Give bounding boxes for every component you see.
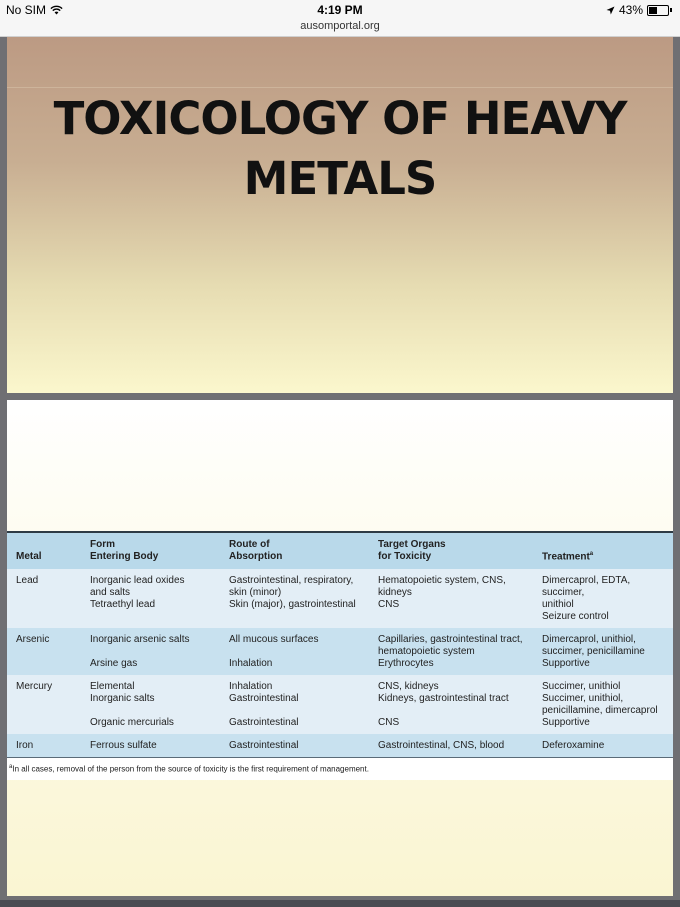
cell-line: Gastrointestinal bbox=[229, 693, 299, 704]
cell-target bbox=[369, 734, 533, 758]
slide-title bbox=[7, 89, 673, 209]
cell-line: Gastrointestinal bbox=[229, 717, 299, 728]
table-footnote bbox=[7, 758, 673, 780]
cell-line: Deferoxamine bbox=[542, 740, 605, 751]
header-treatment-label: Treatment bbox=[542, 551, 590, 562]
cell-line: CNS bbox=[378, 599, 400, 610]
cell-line: Supportive bbox=[542, 658, 590, 669]
cell-target bbox=[369, 569, 533, 628]
cell-line: succimer, penicillamine bbox=[542, 646, 645, 657]
cell-line: Seizure control bbox=[542, 611, 609, 622]
location-arrow-icon bbox=[606, 6, 615, 15]
cell-line: Kidneys, gastrointestinal tract bbox=[378, 693, 509, 704]
cell-line: Inhalation bbox=[229, 658, 273, 669]
cell-target bbox=[369, 628, 533, 675]
url-text[interactable]: ausomportal.org bbox=[300, 20, 380, 32]
title-line-2: METALS bbox=[243, 152, 437, 205]
cell-line: Inorganic arsenic salts bbox=[90, 634, 190, 645]
table-header-row bbox=[7, 532, 673, 569]
title-slide bbox=[7, 37, 673, 393]
cell-line: Hematopoietic system, CNS, bbox=[378, 575, 506, 586]
metal-name: Mercury bbox=[16, 681, 53, 692]
cell-metal bbox=[7, 675, 81, 734]
cell-spacer bbox=[378, 705, 530, 717]
cell-line: Inorganic lead oxides bbox=[90, 575, 185, 586]
cell-treatment bbox=[533, 628, 673, 675]
cell-form bbox=[81, 569, 220, 628]
metal-name: Arsenic bbox=[16, 634, 50, 645]
cell-metal bbox=[7, 734, 81, 758]
cell-route bbox=[220, 628, 369, 675]
metal-name: Lead bbox=[16, 575, 39, 586]
cell-line: Skin (major), gastrointestinal bbox=[229, 599, 356, 610]
cell-line: Ferrous sulfate bbox=[90, 740, 157, 751]
header-form-line: Form bbox=[90, 539, 115, 550]
table-row bbox=[7, 675, 673, 734]
cell-line: kidneys bbox=[378, 587, 412, 598]
status-right bbox=[606, 3, 672, 17]
header-target-line: for Toxicity bbox=[378, 551, 432, 562]
cell-route bbox=[220, 569, 369, 628]
cell-line: unithiol bbox=[542, 599, 574, 610]
cell-spacer bbox=[229, 705, 366, 717]
cell-route bbox=[220, 675, 369, 734]
cell-line: All mucous surfaces bbox=[229, 634, 319, 645]
cell-line: Capillaries, gastrointestinal tract, bbox=[378, 634, 523, 645]
table-row bbox=[7, 569, 673, 628]
address-bar[interactable] bbox=[0, 20, 680, 37]
header-route-line: Absorption bbox=[229, 551, 283, 562]
cell-line: skin (minor) bbox=[229, 587, 282, 598]
heavy-metals-table-wrap bbox=[7, 531, 673, 780]
cell-spacer bbox=[90, 646, 217, 658]
cell-line: Gastrointestinal, respiratory, bbox=[229, 575, 354, 586]
cell-line: Erythrocytes bbox=[378, 658, 434, 669]
status-bar bbox=[0, 0, 680, 20]
cell-metal bbox=[7, 569, 81, 628]
cell-spacer bbox=[90, 705, 217, 717]
table-slide bbox=[7, 400, 673, 896]
battery-percent: 43% bbox=[618, 3, 643, 17]
clock: 4:19 PM bbox=[317, 3, 363, 17]
carrier-label: No SIM bbox=[6, 3, 47, 17]
title-line-1: TOXICOLOGY OF HEAVY bbox=[53, 92, 627, 145]
cell-line: Inhalation bbox=[229, 681, 273, 692]
footnote-marker: a bbox=[9, 764, 13, 770]
cell-line: hematopoietic system bbox=[378, 646, 475, 657]
cell-treatment bbox=[533, 734, 673, 758]
battery-fill bbox=[649, 7, 657, 14]
header-target-line: Target Organs bbox=[378, 539, 446, 550]
cell-line: Succimer, unithiol bbox=[542, 681, 621, 692]
header-route bbox=[220, 532, 369, 569]
header-treatment bbox=[533, 532, 673, 569]
cell-line: Dimercaprol, unithiol, bbox=[542, 634, 636, 645]
cell-line: penicillamine, dimercaprol bbox=[542, 705, 658, 716]
cell-line: Elemental bbox=[90, 681, 135, 692]
cell-line: CNS bbox=[378, 717, 400, 728]
cell-line: Supportive bbox=[542, 717, 590, 728]
next-slide-edge bbox=[0, 900, 680, 907]
cell-form bbox=[81, 675, 220, 734]
header-form-line: Entering Body bbox=[90, 551, 159, 562]
cell-line: Gastrointestinal, CNS, blood bbox=[378, 740, 505, 751]
header-route-line: Route of bbox=[229, 539, 270, 550]
header-target bbox=[369, 532, 533, 569]
cell-spacer bbox=[229, 646, 366, 658]
cell-line: Organic mercurials bbox=[90, 717, 174, 728]
cell-treatment bbox=[533, 675, 673, 734]
table-row bbox=[7, 734, 673, 758]
cell-target bbox=[369, 675, 533, 734]
cell-treatment bbox=[533, 569, 673, 628]
battery-icon bbox=[647, 5, 669, 16]
cell-line: Dimercaprol, EDTA, succimer, bbox=[542, 575, 631, 598]
cell-line: Inorganic salts bbox=[90, 693, 155, 704]
cell-line: Succimer, unithiol, bbox=[542, 693, 624, 704]
header-metal-label: Metal bbox=[16, 551, 42, 562]
cell-route bbox=[220, 734, 369, 758]
slide-rule bbox=[7, 87, 673, 88]
heavy-metals-table bbox=[7, 531, 673, 758]
cell-form bbox=[81, 734, 220, 758]
cell-form bbox=[81, 628, 220, 675]
cell-line: Arsine gas bbox=[90, 658, 138, 669]
battery-tip-icon bbox=[670, 8, 672, 12]
treatment-footnote-marker: a bbox=[589, 550, 594, 557]
table-row bbox=[7, 628, 673, 675]
header-form bbox=[81, 532, 220, 569]
cell-metal bbox=[7, 628, 81, 675]
header-metal bbox=[7, 532, 81, 569]
cell-line: Tetraethyl lead bbox=[90, 599, 156, 610]
footnote-text: In all cases, removal of the person from the source of toxicity is the first requirement of management. bbox=[12, 764, 369, 774]
metal-name: Iron bbox=[16, 740, 34, 751]
cell-line: CNS, kidneys bbox=[378, 681, 439, 692]
cell-line: Gastrointestinal bbox=[229, 740, 299, 751]
cell-line: and salts bbox=[90, 587, 131, 598]
